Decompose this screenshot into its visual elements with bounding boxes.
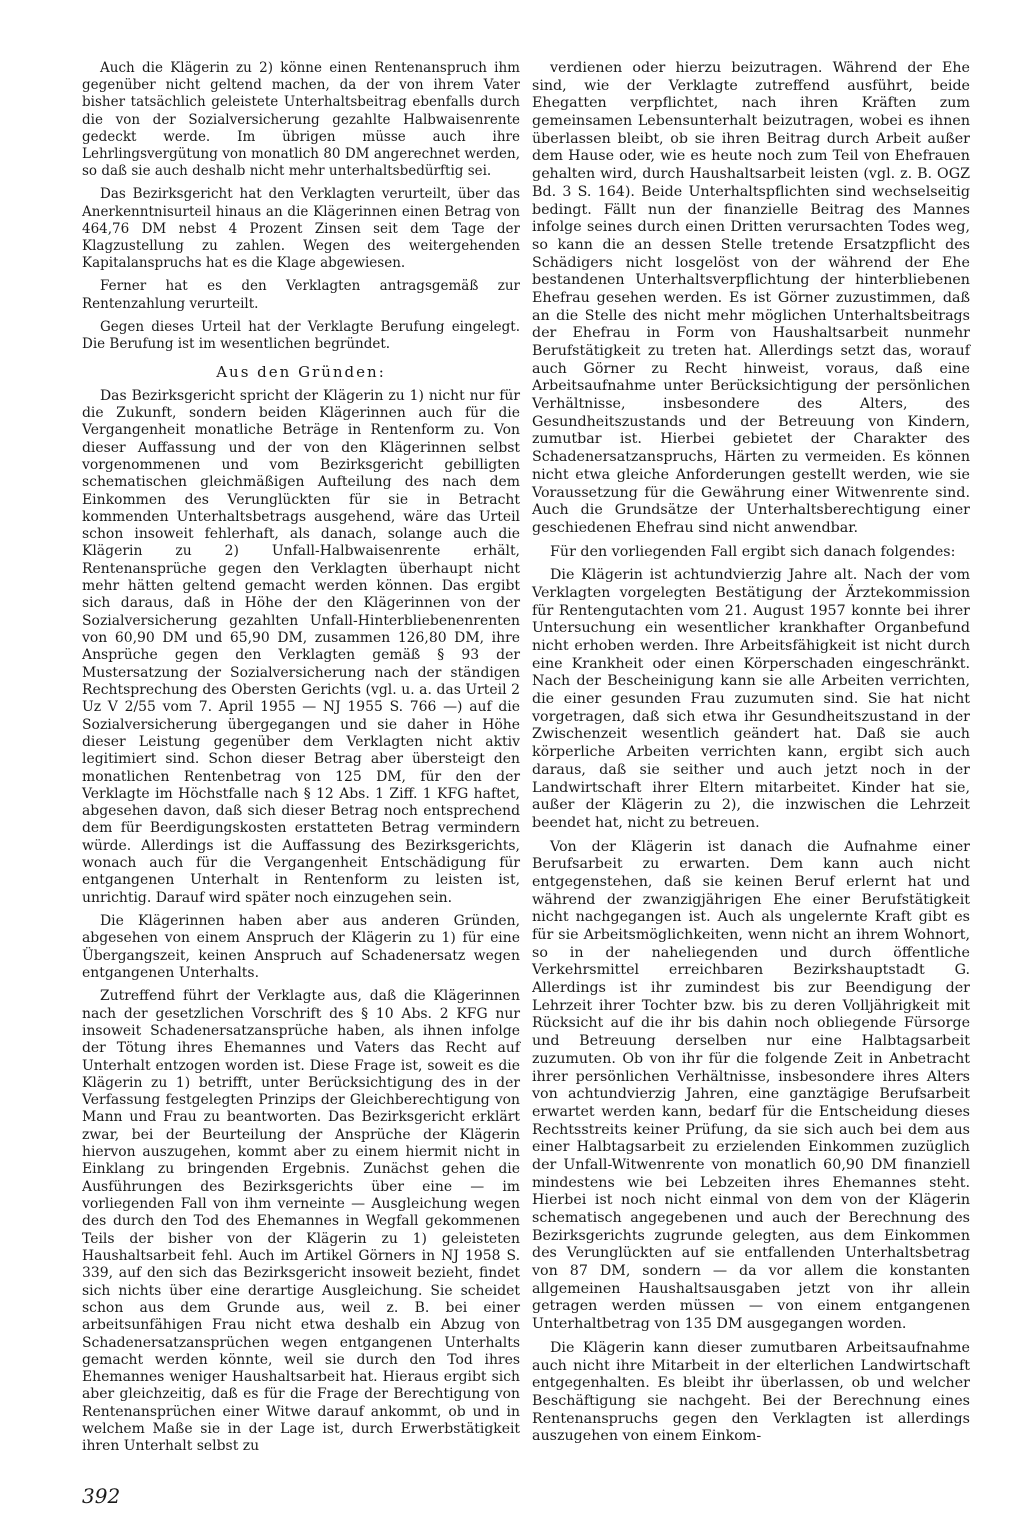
page-number: 392 [82,1484,121,1508]
paragraph: Von der Klägerin ist danach die Aufnahme einer Berufsarbeit zu erwarten. Dem kann auch nicht entgegenstehen, daß sie keinen Beruf erlernt hat und während der zwanzigjährigen Ehe einer Berufstätigkeit nicht nachgegangen ist. Auch als ungelernte Kraft gibt es für sie Arbeitsmöglichkeiten, wenn nicht an ihrem Wohnort, so in der naheliegenden und durch öffentliche Verkehrsmittel erreichbaren Bezirkshauptstadt G. Allerdings ist ihr zumindest bis zur Beendigung der Lehrzeit ihrer Tochter bzw. bis zu deren Volljährigkeit mit Rücksicht auf die ihr bis dahin noch obliegende Fürsorge und Betreuung derselben nur eine Halbtagsarbeit zuzumuten. Ob von ihr für die folgende Zeit in Anbetracht ihrer persönlichen Verhältnisse, insbesondere ihres Alters von achtundvierzig Jahren, eine ganztägige Berufsarbeit erwartet werden kann, bedarf für die Entscheidung dieses Rechtsstreits keiner Prüfung, da sie sich auch bei dem aus einer Halbtagsarbeit zu erzielenden Einkommen zuzüglich der Unfall-Witwenrente von monatlich 60,90 DM finanziell mindestens wie bei Lebzeiten ihres Ehemannes steht. Hierbei ist noch nicht einmal von dem von der Klägerin schematisch angegebenen und auch der Berechnung des Bezirksgerichts zugrunde gelegten, aus dem Einkommen des Verunglückten auf sie entfallenden Unterhaltsbetrag von 87 DM, sondern — da vor allem die konstanten allgemeinen Haushaltsausgaben jetzt von ihr allein getragen werden müssen — von einem entgangenen Unterhaltbetrag von 135 DM ausgegangen worden. [532,838,970,1333]
paragraph: Auch die Klägerin zu 2) könne einen Rentenanspruch ihm gegenüber nicht geltend machen, da der von ihrem Vater bisher tatsächlich geleistete Unterhaltsbeitrag ebenfalls durch die von der Sozialversicherung gezahlte Halbwaisenrente gedeckt werde. Im übrigen müsse auch ihre Lehrlingsvergütung von monatlich 80 DM angerechnet werden, so daß sie auch deshalb nicht mehr unterhaltsbedürftig sei. [82,60,520,180]
paragraph: Das Bezirksgericht spricht der Klägerin zu 1) nicht nur für die Zukunft, sondern beiden Klägerinnen auch für die Vergangenheit monatliche Beträge in Rentenform zu. Von dieser Auffassung und der von den Klägerinnen selbst vorgenommenen und vom Bezirksgericht gebilligten schematischen gleichmäßigen Aufteilung des nach dem Einkommen des Verunglückten für sie in Betracht kommenden Unterhaltsbetrags ausgehend, wäre das Urteil schon insoweit fehlerhaft, als danach, solange auch die Klägerin zu 2) Unfall-Halbwaisenrente erhält, Rentenansprüche gegen den Verklagten überhaupt nicht mehr hätten geltend gemacht werden können. Das ergibt sich daraus, daß in Höhe der den Klägerinnen von der Sozialversicherung gezahlten Unfall-Hinterbliebenenrenten von 60,90 DM und 65,90 DM, zusammen 126,80 DM, ihre Ansprüche gegen den Verklagten gemäß § 93 der Mustersatzung der Sozialversicherung nach der ständigen Rechtsprechung des Obersten Gerichts (vgl. u. a. das Urteil 2 Uz V 2/55 vom 7. April 1955 — NJ 1955 S. 766 —) auf die Sozialversicherung übergegangen und sie daher in Höhe dieser Leistung gegenüber dem Verklagten nicht aktiv legitimiert sind. Schon dieser Betrag aber übersteigt den monatlichen Rentenbetrag von 125 DM, für den der Verklagte im Höchstfalle nach § 12 Abs. 1 Ziff. 1 KFG haftet, abgesehen davon, daß sich dieser Betrag noch entsprechend dem für Beerdigungskosten erstatteten Betrag vermindern würde. Allerdings ist die Auffassung des Bezirksgerichts, wonach auch für die Vergangenheit Entschädigung für entgangenen Unterhalt in Rentenform zu leisten ist, unrichtig. Darauf wird später noch einzugehen sein. [82,387,520,906]
paragraph: Für den vorliegenden Fall ergibt sich danach folgendes: [550,543,956,560]
paragraph: Zutreffend führt der Verklagte aus, daß die Klägerinnen nach der gesetzlichen Vorschrift des § 10 Abs. 2 KFG nur insoweit Schadenersatzansprüche haben, als ihnen infolge der Tötung ihres Ehemannes und Vaters das Recht auf Unterhalt entzogen worden ist. Diese Frage ist, soweit es die Klägerin zu 1) betrifft, unter Berücksichtigung des in der Verfassung festgelegten Prinzips der Gleichberechtigung von Mann und Frau zu beantworten. Das Bezirksgericht erklärt zwar, bei der Beurteilung der Ansprüche der Klägerin hiervon auszugehen, kommt aber zu einem hiermit nicht in Einklang zu bringenden Ergebnis. Zunächst gehen die Ausführungen des Bezirksgerichts über eine — im vorliegenden Fall von ihm verneinte — Ausgleichung wegen des durch den Tod des Ehemannes in Wegfall gekommenen Teils der bisher von der Klägerin zu 1) geleisteten Haushaltsarbeit fehl. Auch im Artikel Görners in NJ 1958 S. 339, auf den sich das Bezirksgericht insoweit bezieht, findet sich nichts über eine derartige Ausgleichung. Sie scheidet schon aus dem Grunde aus, weil z. B. bei einer arbeitsunfähigen Frau nicht etwa deshalb ein Abzug von Schadenersatzansprüchen wegen entgangenen Unterhalts gemacht werden könnte, weil sie durch den Tod ihres Ehemannes weniger Haushaltsarbeit hat. Hieraus ergibt sich aber gleichzeitig, daß es für die Frage der Berechtigung von Rentenansprüchen einer Witwe darauf ankommt, ob und in welchem Maße sie in der Lage ist, durch Erwerbstätigkeit ihren Unterhalt selbst zu [82,988,520,1455]
paragraph: Gegen dieses Urteil hat der Verklagte Berufung eingelegt. Die Berufung ist im wesentlichen begründet. [82,318,520,353]
paragraph: Die Klägerin kann dieser zumutbaren Arbeitsaufnahme auch nicht ihre Mitarbeit in der elterlichen Landwirtschaft entgegenhalten. Es bleibt ihr überlassen, ob und welcher Beschäftigung sie nachgeht. Bei der Berechnung eines Rentenanspruchs gegen den Verklagten ist allerdings auszugehen von einem Einkom- [532,1339,970,1445]
section-heading: Aus den Gründen: [216,363,386,382]
paragraph: verdienen oder hierzu beizutragen. Während der Ehe sind, wie der Verklagte zutreffend ausführt, beide Ehegatten verpflichtet, nach ihren Kräften zum gemeinsamen Lebensunterhalt beizutragen, wobei es ihnen überlassen bleibt, ob sie ihren Beitrag durch Arbeit außer dem Hause oder, wie es heute noch zum Teil von Ehefrauen gehalten wird, durch Haushaltsarbeit leisten (vgl. z. B. OGZ Bd. 3 S. 164). Beide Unterhaltspflichten sind wechselseitig bedingt. Fällt nun der finanzielle Beitrag des Mannes infolge seines durch einen Dritten verursachten Todes weg, so kann die an dessen Stelle tretende Ersatzpflicht des Schädigers nicht losgelöst von der während der Ehe bestandenen Unterhaltsverpflichtung der hinterbliebenen Ehefrau gesehen werden. Es ist Görner zuzustimmen, daß an die Stelle des nicht mehr möglichen Unterhaltsbeitrags der Ehefrau in Form von Haushaltsarbeit nunmehr Berufstätigkeit zu treten hat. Allerdings setzt das, worauf auch Görner zu Recht hinweist, voraus, daß eine Arbeitsaufnahme unter Berücksichtigung der persönlichen Verhältnisse, insbesondere des Alters, des Gesundheitszustands und der Betreuung von Kindern, zumutbar ist. Hierbei gebietet der Charakter des Schadenersatzanspruchs, Härten zu vermeiden. Es können nicht etwa gleiche Anforderungen gestellt werden, wie sie Voraussetzung für die Gewährung einer Witwenrente sind. Auch die Grundsätze der Unterhaltsberechtigung einer geschiedenen Ehefrau sind nicht anwendbar. [532,60,970,536]
paragraph: Die Klägerinnen haben aber aus anderen Gründen, abgesehen von einem Anspruch der Klägerin zu 1) für eine Übergangszeit, keinen Anspruch auf Schadenersatz wegen entgangenen Unterhalts. [82,913,520,981]
paragraph: Das Bezirksgericht hat den Verklagten verurteilt, über das Anerkenntnisurteil hinaus an die Klägerinnen einen Betrag von 464,76 DM nebst 4 Prozent Zinsen seit dem Tage der Klagzustellung zu zahlen. Wegen des weitergehenden Kapitalanspruchs hat es die Klage abgewiesen. [82,186,520,272]
left-text-column [82,60,520,1462]
right-text-column [532,60,970,1452]
paragraph: Ferner hat es den Verklagten antragsgemäß zur Rentenzahlung verurteilt. [82,278,520,312]
paragraph: Die Klägerin ist achtundvierzig Jahre alt. Nach der vom Verklagten vorgelegten Bestätigung der Ärztekommission für Rentengutachten vom 21. August 1957 konnte bei ihrer Untersuchung ein wesentlicher krankhafter Organbefund nicht erhoben werden. Ihre Arbeitsfähigkeit ist nicht durch eine Krankheit oder einen Körperschaden eingeschränkt. Nach der Bescheinigung kann sie alle Arbeiten verrichten, die einer gesunden Frau zuzumuten sind. Sie hat nicht vorgetragen, daß sich etwa ihr Gesundheitszustand in der Zwischenzeit wesentlich geändert hat. Daß sie auch körperliche Arbeiten verrichten kann, ergibt sich auch daraus, daß sie seither und auch jetzt noch in der Landwirtschaft ihrer Eltern mitarbeitet. Kinder hat sie, außer der Klägerin zu 2), die inzwischen die Lehrzeit beendet hat, nicht zu betreuen. [532,567,970,831]
